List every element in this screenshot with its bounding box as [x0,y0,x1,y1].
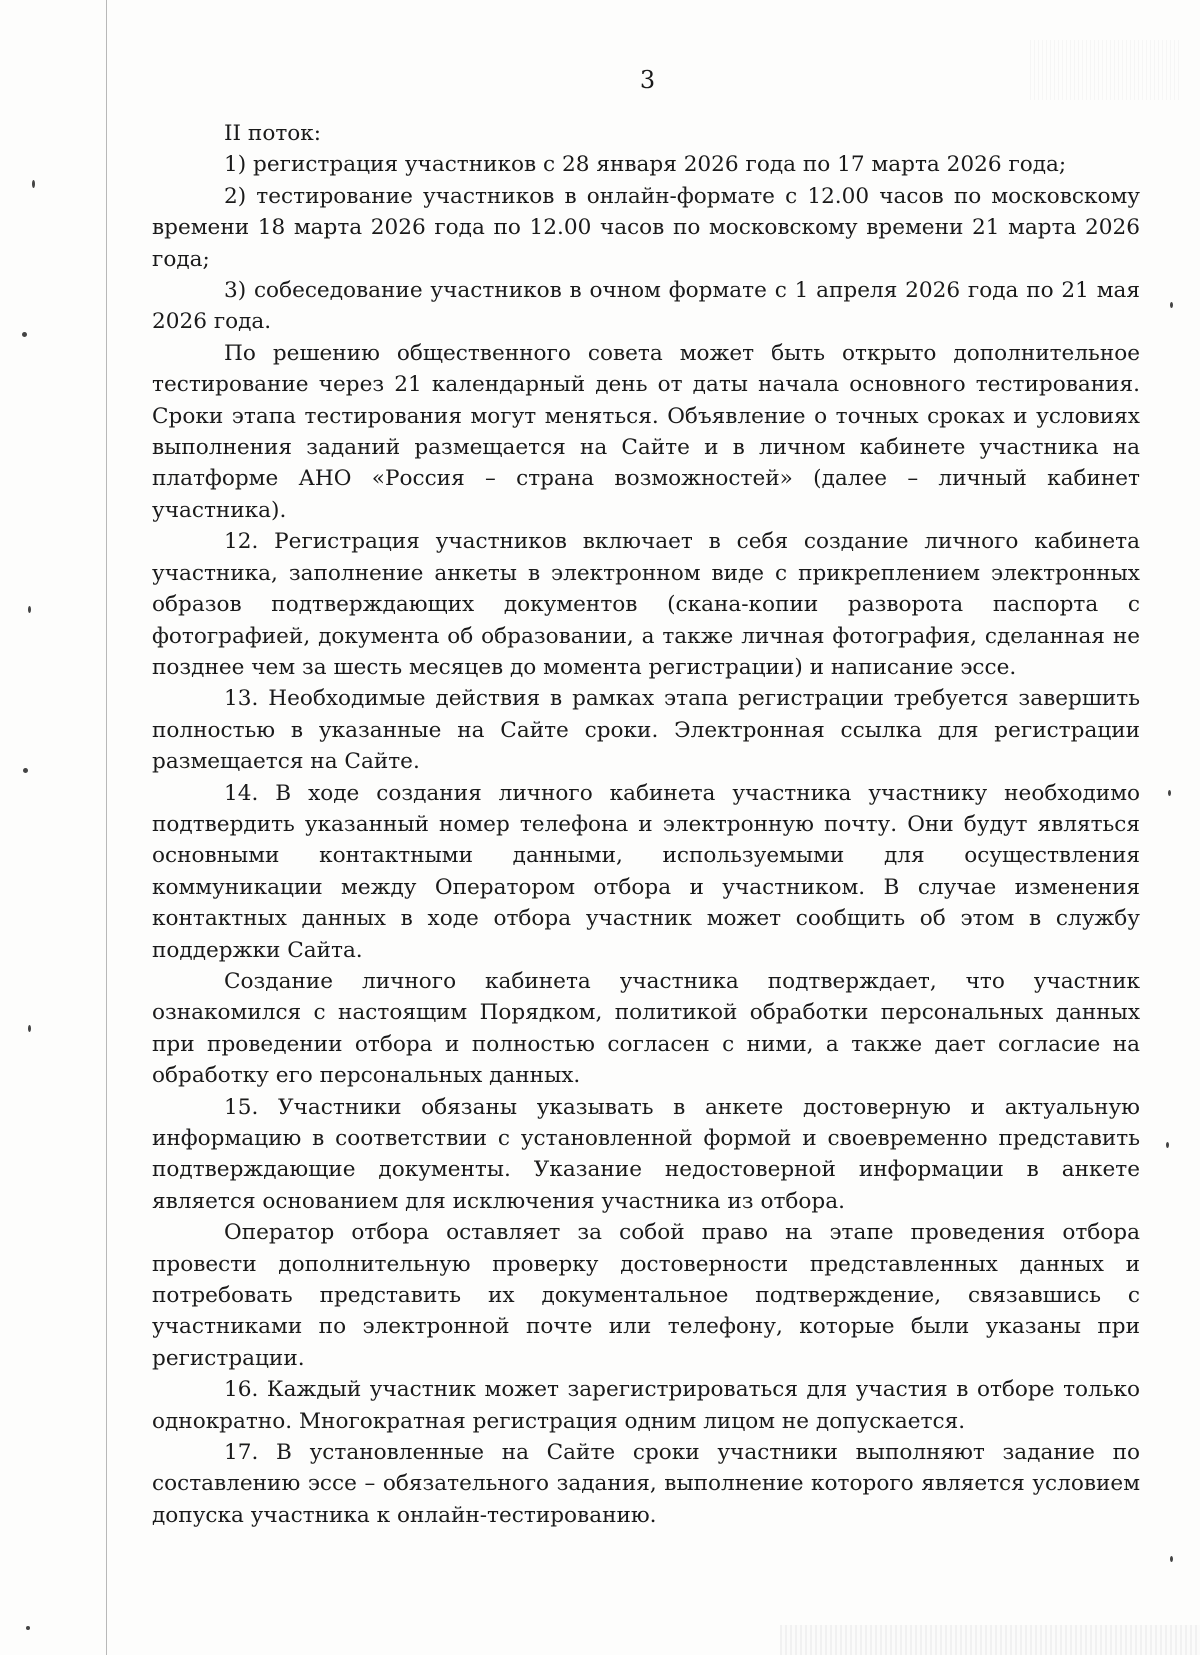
list-item: 1) регистрация участников с 28 января 2026 года по 17 марта 2026 года; [224,152,1067,178]
scan-speck [1170,1556,1173,1562]
scan-speck [32,180,35,188]
paragraph: 14. В ходе создания личного кабинета участника участнику необходимо подтвердить указанный номер телефона и электронную почту. Они будут являться основными контактными данными, используемыми для осуществления коммуникации между Оператором отбора и участником. В случае изменения контактных данных в ходе отбора участник может сообщить об этом в службу поддержки Сайта. [152,780,1140,963]
paragraph: 17. В установленные на Сайте сроки участники выполняют задание по составлению эссе – обязательного задания, выполнение которого является условием допуска участника к онлайн-тестированию. [152,1440,1140,1528]
scan-speck [23,768,28,773]
list-item: 2) тестирование участников в онлайн-формате с 12.00 часов по московскому времени 18 марта 2026 года по 12.00 часов по московскому времени 21 марта 2026 года; [152,183,1140,272]
scan-speck [1170,302,1173,308]
scan-speck [1168,790,1171,796]
scan-speck [22,332,27,337]
paragraph: 15. Участники обязаны указывать в анкете достоверную и актуальную информацию в соответствии с установленной формой и своевременно представить подтверждающие документы. Указание недостоверной информации в анкете является основанием для исключения участника из отбора. [152,1094,1140,1214]
paragraph: Создание личного кабинета участника подтверждает, что участник ознакомился с настоящим Порядком, политикой обработки персональных данных при проведении отбора и полностью согласен с ними, а также дает согласие на обработку его персональных данных. [152,968,1140,1089]
paragraph: 13. Необходимые действия в рамках этапа регистрации требуется завершить полностью в указанные на Сайте сроки. Электронная ссылка для регистрации размещается на Сайте. [152,686,1140,775]
scan-speck [28,1025,31,1032]
paragraph: Оператор отбора оставляет за собой право на этапе проведения отбора провести дополнительную проверку достоверности представленных данных и потребовать представить их документальное подтверждение, связавшись с участниками по электронной почте или телефону, которые были указаны при регистрации. [152,1220,1140,1371]
scan-speck [1166,1142,1169,1148]
scan-noise [780,1625,1200,1655]
scan-speck [28,606,31,613]
paragraph: 12. Регистрация участников включает в себя создание личного кабинета участника, заполнение анкеты в электронном виде с прикреплением электронных образов подтверждающих документов (скана-копии разворота паспорта с фотографией, документа об образовании, а также личная фотография, сделанная не позднее чем за шесть месяцев до момента регистрации) и написание эссе. [152,529,1140,680]
document-body [152,118,1140,1531]
paragraph: 16. Каждый участник может зарегистрироваться для участия в отборе только однократно. Многократная регистрация одним лицом не допускается. [152,1377,1140,1434]
scan-speck [26,1626,30,1630]
scan-binding-line [106,0,107,1655]
list-item: 3) собеседование участников в очном формате с 1 апреля 2026 года по 21 мая 2026 года. [152,278,1140,335]
section-heading: II поток: [224,121,322,146]
paragraph: По решению общественного совета может быть открыто дополнительное тестирование через 21 календарный день от даты начала основного тестирования. Сроки этапа тестирования могут меняться. Объявление о точных сроках и условиях выполнения заданий размещается на Сайте и в личном кабинете участника на платформе АНО «Россия – страна возможностей» (далее – личный кабинет участника). [152,340,1140,523]
page-number: 3 [639,66,656,94]
